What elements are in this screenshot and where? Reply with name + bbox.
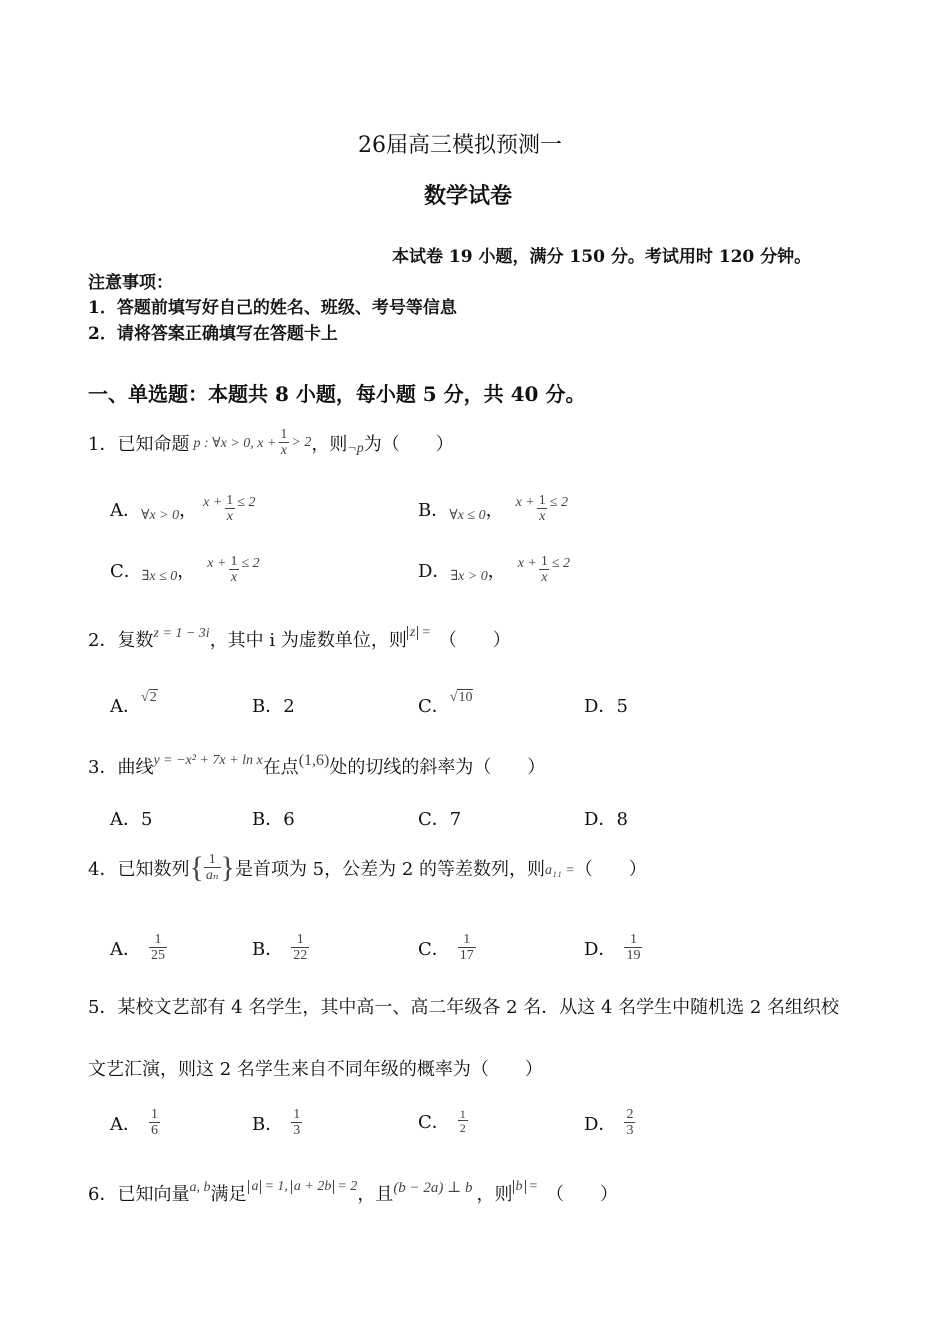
q2-option-d[interactable] (584, 692, 628, 718)
q4-sequence-fraction: $\frac{1}{\text{aₙ}}$ (205, 852, 219, 883)
option-value: 8 (616, 809, 628, 830)
option-letter: D． (584, 939, 617, 960)
option-math: x + (515, 495, 535, 510)
q6-mid2: ，且 (357, 1184, 394, 1205)
q3-prefix: 3．曲线 (88, 757, 154, 778)
option-value: 2 (283, 696, 295, 717)
q4-option-b[interactable] (252, 933, 309, 963)
option-math-tail: ≤ 2 (549, 495, 568, 510)
q5-option-d[interactable] (584, 1108, 635, 1138)
option-fraction: $\frac{1}{x}$ (540, 554, 548, 585)
question-1 (88, 428, 454, 458)
question-6 (88, 1180, 618, 1206)
q5-option-b[interactable] (252, 1108, 302, 1138)
q1-prefix: 1．已知命题 (88, 434, 190, 455)
q6-suffix: （ ） (545, 1184, 618, 1205)
option-math-tail: ≤ 2 (237, 495, 256, 510)
q2-z: z = 1 − 3i (153, 626, 210, 641)
q1-option-b[interactable] (418, 494, 568, 524)
option-letter: D． (584, 809, 617, 830)
q2-prefix: 2．复数 (88, 630, 154, 651)
q4-option-c[interactable] (418, 933, 476, 963)
option-letter: A． (110, 809, 141, 830)
option-letter: B． (418, 500, 450, 521)
option-math-tail: ≤ 2 (241, 556, 260, 571)
q1-math-a: p : ∀x > 0, x + (193, 435, 277, 451)
q6-abs-a2b: a + 2b (291, 1180, 334, 1194)
q6-eq2: = 2 (337, 1179, 358, 1194)
q2-option-a[interactable] (110, 692, 158, 718)
q6-mid3: ，则 (476, 1184, 513, 1205)
option-comma: ， (485, 500, 504, 521)
q6-mid1: 满足 (210, 1184, 247, 1205)
option-math-tail: ≤ 2 (551, 556, 571, 571)
q2-option-b[interactable] (252, 692, 295, 718)
option-fraction: $\frac{1}{25}$ (151, 932, 165, 963)
q1-neg-p: ¬p (347, 441, 364, 456)
option-comma: ， (177, 561, 196, 582)
option-quantifier: ∀x > 0 (141, 507, 180, 523)
notice-item-1: 1．答题前填写好自己的姓名、班级、考号等信息 (88, 298, 457, 318)
q1-option-d[interactable] (418, 555, 570, 585)
q4-prefix: 4．已知数列 (88, 859, 190, 880)
q3-option-a[interactable] (110, 805, 152, 831)
q4-option-d[interactable] (584, 933, 642, 963)
q3-option-c[interactable] (418, 805, 461, 831)
option-letter: B． (252, 696, 284, 717)
q1-fraction: $\frac{1}{x}$ (280, 427, 288, 458)
q2-mid: ，其中 i 为虚数单位，则 (209, 630, 407, 651)
q3-point: (1,6) (298, 752, 330, 769)
option-fraction: $\frac{2}{3}$ (626, 1107, 634, 1138)
q1-suffix: 为（ ） (363, 434, 454, 455)
left-brace-icon: { (189, 851, 204, 884)
q3-curve: y = −x² + 7x + ln x (153, 753, 263, 768)
option-value: 6 (283, 809, 295, 830)
question-4 (88, 846, 647, 890)
q1-mid: ，则 (311, 434, 348, 455)
q6-prefix: 6．已知向量 (88, 1184, 190, 1205)
option-letter: A． (110, 1114, 141, 1135)
option-fraction: $\frac{1}{x}$ (538, 493, 546, 524)
q2-abs-z: z (407, 626, 418, 640)
q2-suffix: （ ） (438, 630, 511, 651)
q6-abs-b: b (513, 1180, 526, 1194)
q2-option-c[interactable] (418, 692, 473, 718)
option-fraction: $\frac{1}{19}$ (626, 932, 641, 963)
q4-suffix: （ ） (574, 859, 647, 880)
question-5-line-1: 5．某校文艺部有 4 名学生，其中高一、高二年级各 2 名．从这 4 名学生中随机选 2 名组织校 (88, 997, 840, 1018)
option-letter: B． (252, 809, 284, 830)
option-fraction: $\frac{1}{6}$ (151, 1107, 158, 1138)
option-letter: B． (252, 939, 284, 960)
option-comma: ， (179, 500, 198, 521)
exam-info: 本试卷 19 小题，满分 150 分。考试用时 120 分钟。 (392, 247, 812, 267)
option-letter: A． (110, 500, 141, 521)
q3-mid: 在点 (262, 757, 299, 778)
option-math: x + (517, 556, 537, 571)
option-letter: C． (418, 809, 450, 830)
q4-a11: a₁₁ = (545, 863, 575, 878)
question-2 (88, 626, 511, 652)
option-fraction: $\frac{1}{22}$ (293, 932, 308, 963)
q5-option-a[interactable] (110, 1108, 160, 1138)
option-letter: C． (418, 696, 450, 717)
option-quantifier: ∃x > 0 (450, 568, 488, 584)
q1-option-c[interactable] (110, 555, 260, 585)
option-fraction: $\frac{1}{2}$ (459, 1107, 466, 1135)
exam-title: 26届高三模拟预测一 (358, 133, 562, 158)
section-heading: 一、单选题：本题共 8 小题，每小题 5 分，共 40 分。 (88, 382, 586, 406)
sqrt-2: √2 (141, 690, 157, 705)
option-letter: A． (110, 696, 141, 717)
question-3 (88, 753, 545, 779)
notice-heading: 注意事项： (88, 273, 173, 293)
q6-perp: (b − 2a) ⊥ b (393, 1179, 473, 1196)
option-letter: D． (418, 561, 451, 582)
option-fraction: $\frac{1}{17}$ (459, 932, 474, 963)
option-quantifier: ∀x ≤ 0 (449, 507, 486, 523)
option-comma: ， (487, 561, 506, 582)
option-value: 5 (141, 809, 153, 830)
q4-option-a[interactable] (110, 933, 167, 963)
q6-eq1: = 1, (264, 1179, 288, 1194)
option-letter: D． (584, 696, 617, 717)
q1-math-b: > 2 (291, 435, 312, 450)
option-value: 5 (616, 696, 628, 717)
option-letter: C． (110, 561, 142, 582)
option-quantifier: ∃x ≤ 0 (141, 568, 178, 584)
exam-subtitle: 数学试卷 (424, 183, 513, 209)
right-brace-icon: } (220, 851, 235, 884)
notice-item-2: 2．请将答案正确填写在答题卡上 (88, 324, 338, 344)
q1-option-a[interactable] (110, 494, 255, 524)
question-5-line-2: 文艺汇演，则这 2 名学生来自不同年级的概率为（ ） (88, 1059, 543, 1080)
q6-abs-a: a (248, 1180, 261, 1194)
sqrt-10: √10 (449, 690, 473, 705)
option-value: 7 (449, 809, 462, 830)
option-letter: D． (584, 1114, 617, 1135)
option-letter: C． (418, 939, 450, 960)
q3-option-d[interactable] (584, 805, 628, 831)
q2-eq: = (421, 625, 431, 640)
q6-vars: a, b (189, 1180, 211, 1195)
option-letter: A． (110, 939, 141, 960)
option-fraction: $\frac{1}{3}$ (293, 1107, 301, 1138)
option-math: x + (203, 495, 223, 510)
q5-option-c[interactable] (418, 1108, 468, 1134)
option-letter: B． (252, 1114, 284, 1135)
option-math: x + (207, 556, 227, 571)
option-fraction: $\frac{1}{x}$ (226, 493, 234, 524)
option-fraction: $\frac{1}{x}$ (230, 554, 238, 585)
option-letter: C． (418, 1112, 450, 1133)
q4-mid: 是首项为 5，公差为 2 的等差数列，则 (234, 859, 546, 880)
q3-option-b[interactable] (252, 805, 295, 831)
q6-eq3: = (528, 1179, 538, 1194)
q3-suffix: 处的切线的斜率为（ ） (329, 757, 546, 778)
